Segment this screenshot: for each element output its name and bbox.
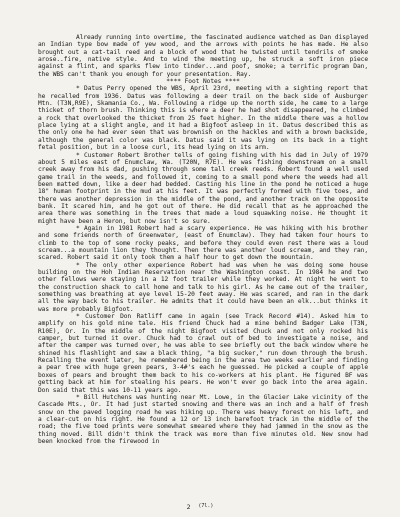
footnote-don-ratliff: * Customer Don Ratliff came in again (see Track Record #14). Asked him to amplify on his gold mine tale. His friend Chuck had a mine behind Badger Lake (T3N, R10E), Or. In the middle of the night Bigfoot visited Chuck and not only rocked his camper, but turned it over. Chuck had to crawl out of bed to investigate a noise, and after the camper was turned over, he was able to see briefly out the back window where he shined his flashlight and saw a black thing, "a big sucker," run down through the brush. Recalling the event later, he remembered being in the area two weeks earlier and finding a pear tree with huge green pears, 3-4#'s each he guessed. He picked a couple of apple boxes of pears and brought them back to his co-workers at his plant. He figured BF was getting back at him for stealing his pears. He won't ever go back into the area again. Don said that this was 10-11 years ago. [38,313,368,394]
footnote-robert-brother-hoh: * The only other experience Robert had was when he was doing some house building on the Hoh Indian Reservation near the Washington coast. In 1984 he and two other fellows were staying in a 12 foot trailer while they worked. At night he went to the construction shack to call home and talk to his girl. As he came out of the trailer, something was breathing at eye level 15-20 feet away. He was scared, and ran in the dark all the way back to his trailer. He admits that it could have been an elk...but thinks it was more probably Bigfoot. [38,261,368,313]
footnote-datus-perry: * Datus Perry opened the WBS, April 23rd, meeting with a sighting report that he recalled from 1936. Datus was following a deer trail on the back side of Ausburger Mtn. (T3N,R9E), Skamania Co., Wa. Following a ridge up the north side, he came to a large thicket of thorn brush. Thinking this is where a deer he had shot disappeared, he climbed a rock that overlooked the thicket from 25 feet higher. In the middle there was a hollow place lying at a slight angle, and it had a Bigfoot asleep in it. Datus described this as the only one he had ever seen that was brownish on the hackles and with a brown backside, although the general color was black. Datus said it was lying on its back in a tight fetal position, but in a loose curl, its head lying on its arm. [38,85,368,152]
page-number: 2 [186,503,191,511]
footnote-robert-brother-hike: * Again in 1981 Robert had a scary experience. He was hiking with his brother and some friends north of Greenwater, (east of Enumclaw). They had taken four hours to climb to the top of some rocky peaks, and before they could even rest there was a loud scream...a mountain lion they thought. Then there was another loud scream, and they ran, scared. Robert said it only took them a half hour to get down the mountain. [38,224,368,262]
document-body [38,34,368,445]
page-footer [0,503,400,511]
footnote-robert-brother-fishing: * Customer Robert Brother tells of going fishing with his dad in July of 1979 about 5 miles east of Enumclaw, Wa. (T20N, R7E). He was fishing downstream on a small creek away from his dad, pushing through some tall creek reeds. Robert found a well used game trail in the weeds, and followed it, coming to a small pond where the weeds had all been matted down, like a deer had bedded. Casting his line in the pond he noticed a huge 18" human footprint in the mud at his feet. It was perfectly formed with five toes, and there was another depression in the middle of the pond, and another track on the opposite bank. It scared him, and he got out of there. He did recall that as he approached the area there was something in the trees that made a loud squawking noise. He thought it might have been a Heron, but now isn't so sure. [38,151,368,225]
page-mark: (7l.) [198,503,214,509]
footnote-bill-hutchens: * Bill Hutchens was hunting near Mt. Lowe, in the Glacier Lake vicinity of the Cascade Mts., Or. It had just started snowing and there was an inch and a half of fresh snow on the paved logging road he was hiking up. There was heavy forest on his left, and a clear-cut on his right. He found a 12 or 13 inch barefoot track in the middle of the road; the five toed prints were somewhat smeared where they had jammed in the snow as the thing moved. Bill didn't think the track was more than five minutes old. New snow had been knocked from the firewood in [38,393,368,445]
paragraph-program-recap: Already running into overtime, the fascinated audience watched as Dan displayed an Indian type bow made of yew wood, and the arrows with points he has made. He also brought out a cat-tail reed and a block of wood that he twisted until tendrils of smoke arose..fire, native style. And to wind the meeting up, he struck a soft iron piece against a flint, and sparks flew into tinder...and poof, smoke; a terrific program Dan, the WBS can't thank you enough for your presentation. Ray. [38,34,368,78]
footnotes-heading: **** Foot Notes **** [166,78,240,86]
